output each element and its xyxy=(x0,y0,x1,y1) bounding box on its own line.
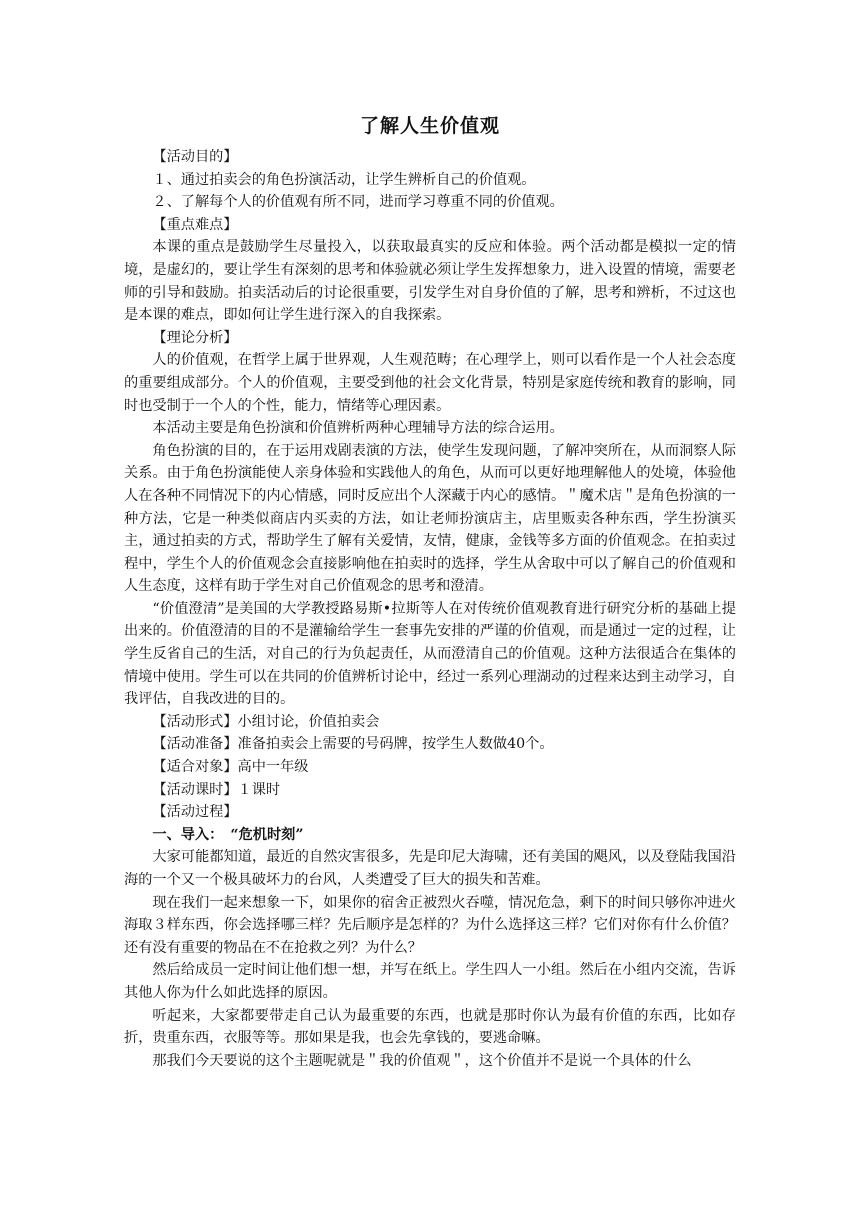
purpose-item-1: １、通过拍卖会的角色扮演活动，让学生辨析自己的价值观。 xyxy=(152,171,536,188)
process-paragraph-2: 现在我们一起来想象一下，如果你的宿舍正被烈火吞噬，情况危急，剩下的时间只够你冲进火海取３样东西，你会选择哪三样？先后顺序是怎样的？为什么选择这三样？它们对你有什么价值？还有没有重要的物品在不在抢救之列？为什么？ xyxy=(124,894,736,956)
process-paragraph-4: 听起来，大家都要带走自己认为最重要的东西，也就是那时你认为最有价值的东西，比如存折，贵重东西，衣服等等。那如果是我，也会先拿钱的，要逃命嘛。 xyxy=(124,1007,736,1047)
theory-paragraph-1: 人的价值观，在哲学上属于世界观，人生观范畴；在心理学上，则可以看作是一个人社会态度的重要组成部分。个人的价值观，主要受到他的社会文化背景，特别是家庭传统和教育的影响，同时也受制于一个人的个性，能力，情绪等心理因素。 xyxy=(124,352,736,414)
theory-paragraph-2: 本活动主要是角色扮演和价值辨析两种心理辅导方法的综合运用。 xyxy=(152,420,564,437)
purpose-item-2: ２、了解每个人的价值观有所不同，进而学习尊重不同的价值观。 xyxy=(152,194,564,211)
document-title: 了解人生价值观 xyxy=(359,115,500,137)
process-paragraph-5: 那我们今天要说的这个主题呢就是＂我的价值观＂，这个价值并不是说一个具体的什么 xyxy=(152,1052,692,1069)
document-page xyxy=(124,112,736,1072)
key-points-paragraph: 本课的重点是鼓励学生尽量投入，以获取最真实的反应和体验。两个活动都是模拟一定的情境，是虚幻的，要让学生有深刻的思考和体验就必须让学生发挥想象力，进入设置的情境，需要老师的引导和鼓励。拍卖活动后的讨论很重要，引发学生对自身价值的了解，思考和辨析，不过这也是本课的难点，即如何让学生进行深入的自我探索。 xyxy=(124,239,736,324)
process-step-1-heading: 一、导入： “危机时刻” xyxy=(152,826,304,843)
class-hours-line: 【活动课时】１课时 xyxy=(152,781,281,798)
target-audience-line: 【适合对象】高中一年级 xyxy=(152,759,309,776)
process-paragraph-1: 大家可能都知道，最近的自然灾害很多，先是印尼大海啸，还有美国的飓风，以及登陆我国沿海的一个又一个极具破坏力的台风，人类遭受了巨大的损失和苦难。 xyxy=(124,849,736,888)
process-paragraph-3: 然后给成员一定时间让他们想一想，并写在纸上。学生四人一小组。然后在小组内交流，告诉其他人你为什么如此选择的原因。 xyxy=(124,962,736,1001)
activity-form-line: 【活动形式】小组讨论，价值拍卖会 xyxy=(152,713,380,730)
document-body xyxy=(124,146,736,1072)
theory-paragraph-3: 角色扮演的目的，在于运用戏剧表演的方法，使学生发现问题，了解冲突所在，从而洞察人际关系。由于角色扮演能使人亲身体验和实践他人的角色，从而可以更好地理解他人的处境，体验他人在各种不同情况下的内心情感，同时反应出个人深藏于内心的感情。＂魔术店＂是角色扮演的一种方法，它是一种类似商店内买卖的方法，如让老师扮演店主，店里贩卖各种东西，学生扮演买主，通过拍卖的方式，帮助学生了解有关爱情，友情，健康，金钱等多方面的价值观念。在拍卖过程中，学生个人的价值观念会直接影响他在拍卖时的选择，学生从舍取中可以了解自己的价值观和人生态度，这样有助于学生对自己价值观念的思考和澄清。 xyxy=(124,442,736,595)
section-heading-theory: 【理论分析】 xyxy=(152,329,238,346)
section-heading-key-points: 【重点难点】 xyxy=(152,216,238,233)
section-heading-purpose: 【活动目的】 xyxy=(152,149,238,165)
theory-paragraph-4: “价值澄清”是美国的大学教授路易斯•拉斯等人在对传统价值观教育进行研究分析的基础上提出来的。价值澄清的目的不是灌输给学生一套事先安排的严谨的价值观，而是通过一定的过程，让学生反省自己的生活，对自己的行为负起责任，从而澄清自己的价值观。这种方法很适合在集体的情境中使用。学生可以在共同的价值辨析讨论中，经过一系列心理湖动的过程来达到主动学习，自我评估，自我改进的目的。 xyxy=(124,600,736,708)
activity-prep-line: 【活动准备】准备拍卖会上需要的号码牌，按学生人数做40个。 xyxy=(152,736,554,753)
section-heading-process: 【活动过程】 xyxy=(152,804,238,821)
